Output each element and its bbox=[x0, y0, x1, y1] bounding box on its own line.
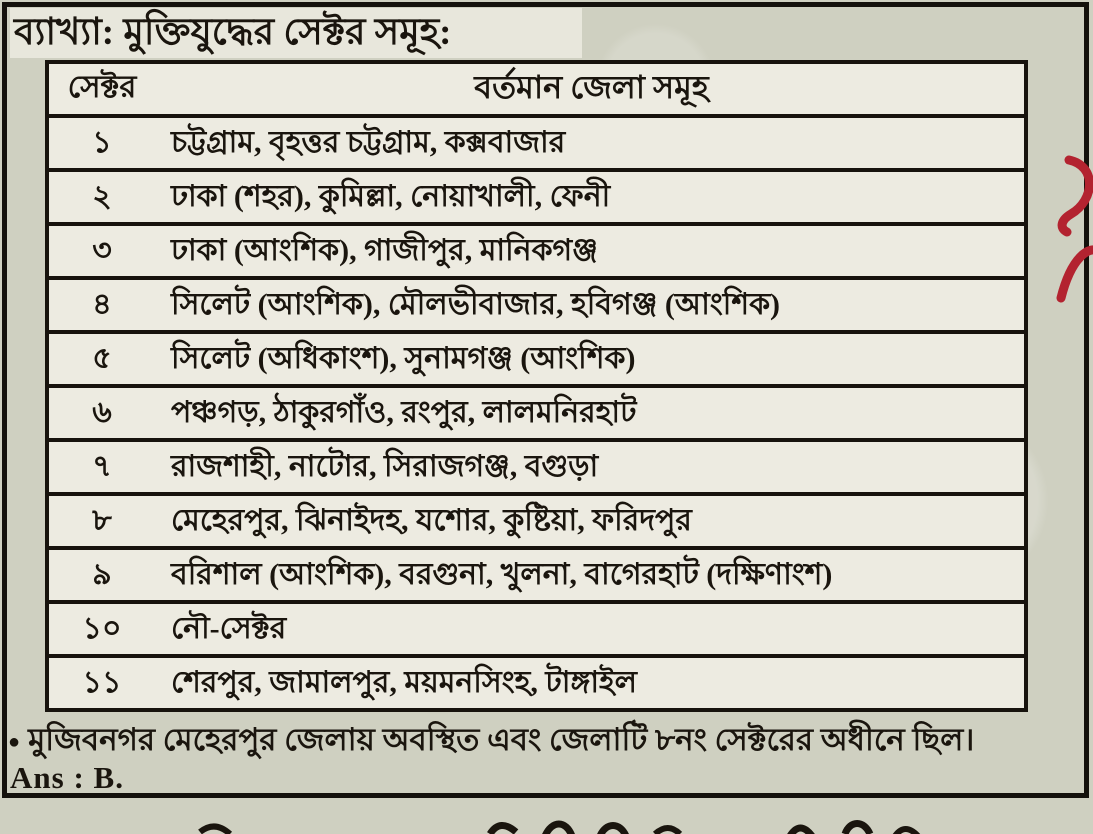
sector-cell: ১ bbox=[49, 118, 155, 168]
footnote-text: মুজিবনগর মেহেরপুর জেলায় অবস্থিত এবং জেলাটি ৮নং সেক্টরের অধীনে ছিল। bbox=[28, 722, 975, 757]
districts-cell: বরিশাল (আংশিক), বরগুনা, খুলনা, বাগেরহাট (দক্ষিণাংশ) bbox=[159, 550, 1024, 600]
districts-cell: শেরপুর, জামালপুর, ময়মনসিংহ, টাঙ্গাইল bbox=[159, 658, 1024, 708]
table-row bbox=[49, 226, 1024, 276]
table-row bbox=[49, 496, 1024, 546]
table-row bbox=[49, 118, 1024, 168]
answer-label: Ans : B. bbox=[10, 760, 124, 795]
sector-cell: ১১ bbox=[49, 658, 155, 708]
cutoff-handwriting-line bbox=[0, 812, 1093, 834]
footnote bbox=[8, 716, 1088, 768]
table-row bbox=[49, 604, 1024, 654]
districts-cell: ঢাকা (আংশিক), গাজীপুর, মানিকগঞ্জ bbox=[159, 226, 1024, 276]
sector-cell: ৯ bbox=[49, 550, 155, 600]
sector-cell: ৬ bbox=[49, 388, 155, 438]
sector-cell: ১০ bbox=[49, 604, 155, 654]
districts-cell: পঞ্চগড়, ঠাকুরগাঁও, রংপুর, লালমনিরহাট bbox=[159, 388, 1024, 438]
sector-cell: ৩ bbox=[49, 226, 155, 276]
table-row bbox=[49, 334, 1024, 384]
sector-cell: ২ bbox=[49, 172, 155, 222]
districts-cell: মেহেরপুর, ঝিনাইদহ, যশোর, কুষ্টিয়া, ফরিদপুর bbox=[159, 496, 1024, 546]
districts-cell: নৌ-সেক্টর bbox=[159, 604, 1024, 654]
sector-cell: ৪ bbox=[49, 280, 155, 330]
header-sector: সেক্টর bbox=[49, 64, 155, 114]
heading-strip bbox=[10, 8, 582, 58]
sector-cell: ৫ bbox=[49, 334, 155, 384]
districts-cell: রাজশাহী, নাটোর, সিরাজগঞ্জ, বগুড়া bbox=[159, 442, 1024, 492]
districts-cell: সিলেট (আংশিক), মৌলভীবাজার, হবিগঞ্জ (আংশিক) bbox=[159, 280, 1024, 330]
red-pen-annotation bbox=[1031, 148, 1093, 318]
sector-cell: ৭ bbox=[49, 442, 155, 492]
table-row bbox=[49, 280, 1024, 330]
sector-cell: ৮ bbox=[49, 496, 155, 546]
districts-cell: ঢাকা (শহর), কুমিল্লা, নোয়াখালী, ফেনী bbox=[159, 172, 1024, 222]
table-row bbox=[49, 442, 1024, 492]
districts-cell: চট্টগ্রাম, বৃহত্তর চট্টগ্রাম, কক্সবাজার bbox=[159, 118, 1024, 168]
table-row bbox=[49, 388, 1024, 438]
header-districts: বর্তমান জেলা সমূহ bbox=[159, 64, 1024, 114]
bullet-icon: ● bbox=[8, 731, 21, 753]
table-row bbox=[49, 172, 1024, 222]
table-row bbox=[49, 550, 1024, 600]
sector-table bbox=[45, 60, 1028, 712]
page-title: ব্যাখ্যা: মুক্তিযুদ্ধের সেক্টর সমূহ: bbox=[14, 11, 452, 53]
table-row bbox=[49, 658, 1024, 708]
districts-cell: সিলেট (অধিকাংশ), সুনামগঞ্জ (আংশিক) bbox=[159, 334, 1024, 384]
table-header-row bbox=[49, 64, 1024, 114]
